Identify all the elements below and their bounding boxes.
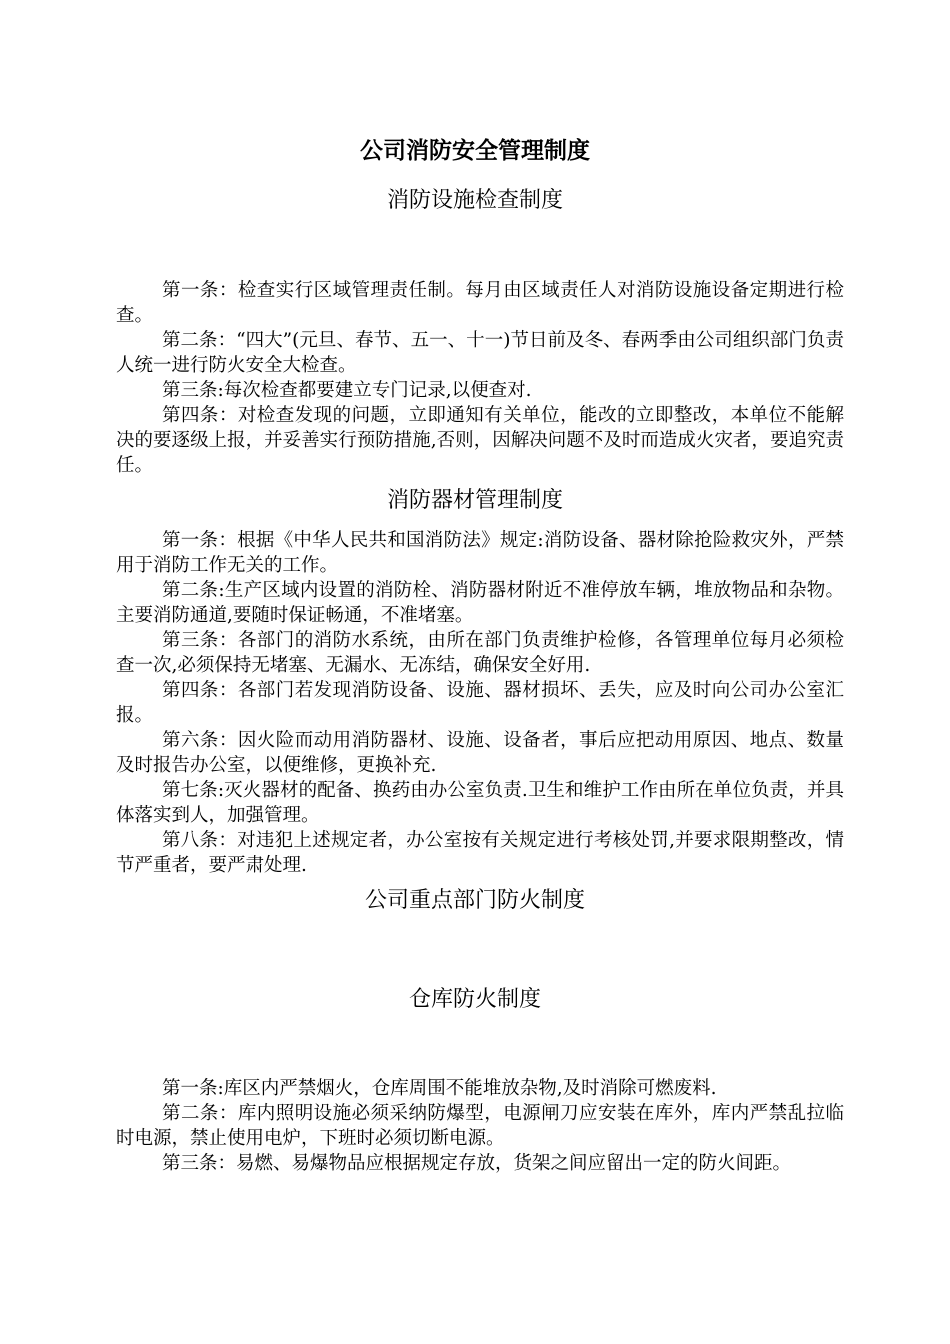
document-title: 公司消防安全管理制度 — [360, 137, 590, 164]
section-heading-warehouse-fire: 仓库防火制度 — [408, 987, 541, 1012]
article-paragraph: 第三条：易燃、易爆物品应根据规定存放，货架之间应留出一定的防火间距。 — [162, 1153, 792, 1174]
article-paragraph: 第一条：根据《中华人民共和国消防法》规定:消防设备、器材除抢险救灾外，严禁用于消防工作无关的工作。 — [116, 530, 844, 576]
section-body-equipment-management — [116, 528, 844, 878]
article-paragraph: 第六条：因火险而动用消防器材、设施、设备者，事后应把动用原因、地点、数量及时报告办公室，以便维修，更换补充. — [116, 730, 844, 776]
section-heading-equipment-management: 消防器材管理制度 — [386, 488, 563, 513]
section-body-warehouse-fire — [116, 1076, 844, 1176]
section-heading-facility-inspection: 消防设施检查制度 — [386, 188, 563, 213]
article-paragraph: 第一条：检查实行区域管理责任制。每月由区域责任人对消防设施设备定期进行检查。 — [116, 280, 844, 326]
article-paragraph: 第七条:灭火器材的配备、换药由办公室负责.卫生和维护工作由所在单位负责，并具体落实到人，加强管理。 — [116, 780, 844, 826]
article-paragraph: 第八条：对违犯上述规定者，办公室按有关规定进行考核处罚,并要求限期整改，情节严重者，要严肃处理. — [116, 830, 844, 876]
section-body-facility-inspection — [116, 278, 844, 478]
article-paragraph: 第四条：对检查发现的问题，立即通知有关单位，能改的立即整改，本单位不能解决的要逐级上报，并妥善实行预防措施,否则，因解决问题不及时而造成火灾者，要追究责任。 — [116, 405, 844, 476]
article-paragraph: 第一条:库区内严禁烟火，仓库周围不能堆放杂物,及时消除可燃废料. — [162, 1078, 717, 1099]
article-paragraph: 第三条:每次检查都要建立专门记录,以便查对. — [162, 380, 532, 401]
article-paragraph: 第二条：库内照明设施必须采纳防爆型，电源闸刀应安装在库外，库内严禁乱拉临时电源，禁止使用电炉，下班时必须切断电源。 — [116, 1103, 844, 1149]
article-paragraph: 第二条:生产区域内设置的消防栓、消防器材附近不准停放车辆，堆放物品和杂物。主要消防通道,要随时保证畅通，不准堵塞。 — [116, 580, 844, 626]
article-paragraph: 第三条：各部门的消防水系统，由所在部门负责维护检修，各管理单位每月必须检查一次,必须保持无堵塞、无漏水、无冻结，确保安全好用. — [116, 630, 844, 676]
article-paragraph: 第四条：各部门若发现消防设备、设施、器材损坏、丢失，应及时向公司办公室汇报。 — [116, 680, 844, 726]
section-heading-key-departments: 公司重点部门防火制度 — [364, 888, 585, 913]
article-paragraph: 第二条：“四大”(元旦、春节、五一、十一)节日前及冬、春两季由公司组织部门负责人统一进行防火安全大检查。 — [116, 330, 844, 376]
